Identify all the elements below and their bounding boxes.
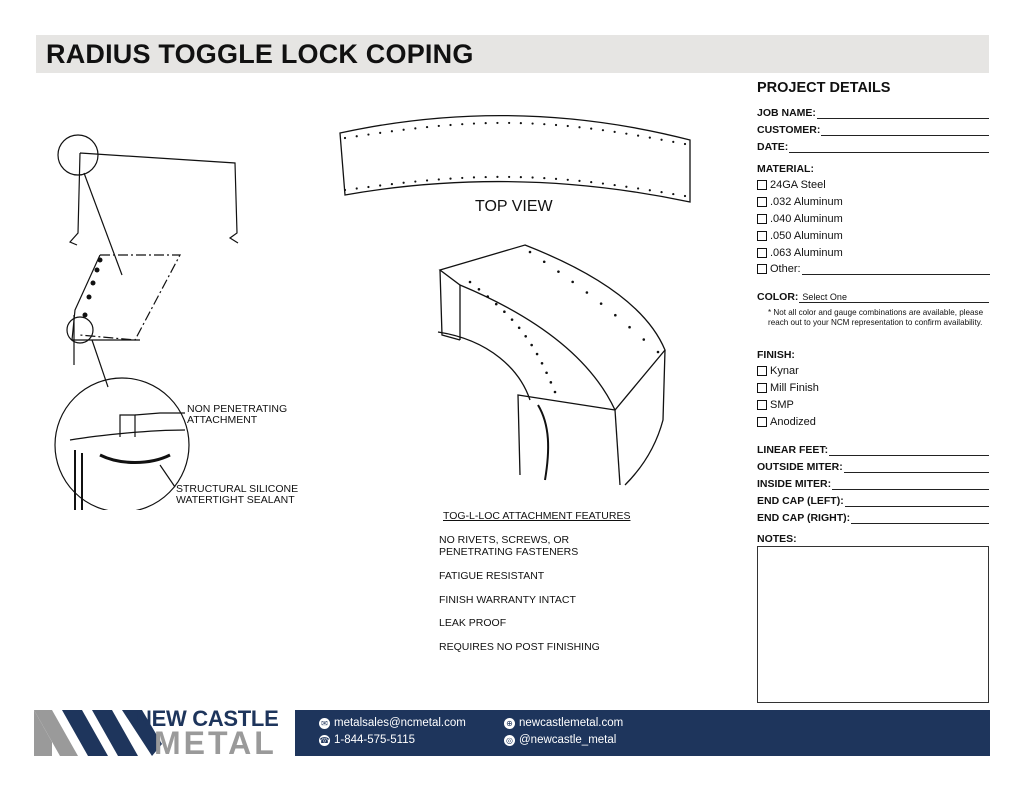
phone-link[interactable]	[319, 734, 415, 746]
color-select[interactable]: Select One	[799, 292, 989, 303]
date-line[interactable]	[789, 140, 989, 153]
rivet-dot	[485, 176, 487, 178]
checkbox[interactable]	[757, 180, 767, 190]
linear-feet-label: LINEAR FEET:	[757, 444, 829, 456]
callout-attachment-text: NON PENETRATING ATTACHMENT	[187, 403, 288, 426]
page-title: RADIUS TOGGLE LOCK COPING	[46, 39, 474, 69]
rivet-dot	[555, 124, 557, 126]
rivet-dot	[637, 135, 639, 137]
option-label: .063 Aluminum	[770, 247, 843, 259]
material-option[interactable]	[757, 179, 826, 191]
phone-icon: ☎	[319, 735, 330, 745]
social-text: @newcastle_metal	[519, 734, 617, 746]
rivet-dot	[344, 137, 346, 139]
rivet-dot	[543, 177, 545, 179]
feature-item: LEAK PROOF	[439, 617, 507, 629]
title-bar	[36, 35, 989, 73]
rivet-dot	[503, 310, 506, 313]
option-label: .050 Aluminum	[770, 230, 843, 242]
checkbox[interactable]	[757, 248, 767, 258]
outside-miter-label: OUTSIDE MITER:	[757, 461, 843, 473]
job-name-field[interactable]	[757, 103, 989, 119]
checkbox[interactable]	[757, 197, 767, 207]
rivet-dot	[614, 314, 617, 317]
material-option[interactable]	[757, 247, 843, 259]
rivet-dot	[550, 381, 553, 384]
checkbox[interactable]	[757, 417, 767, 427]
linear-feet-field[interactable]	[757, 440, 989, 456]
email-text: metalsales@ncmetal.com	[334, 717, 466, 729]
linear-feet-line[interactable]	[829, 443, 989, 456]
phone-text: 1-844-575-5115	[334, 734, 415, 746]
rivet-dot	[660, 191, 662, 193]
rivet-dot	[473, 176, 475, 178]
end-cap-right-label: END CAP (RIGHT):	[757, 512, 851, 524]
end-cap-left-label: END CAP (LEFT):	[757, 495, 844, 507]
rivet-dot	[367, 186, 369, 188]
rivet-dot	[379, 132, 381, 134]
inside-miter-line[interactable]	[832, 477, 989, 490]
end-cap-left-line[interactable]	[845, 494, 989, 507]
rivet-dot	[511, 318, 514, 321]
finish-option[interactable]	[757, 365, 799, 377]
logo-text-newcastle: NEW CASTLE	[136, 706, 279, 731]
rivet-dot	[567, 179, 569, 181]
website-link[interactable]	[504, 717, 623, 729]
top-view-label: TOP VIEW	[475, 198, 553, 215]
logo-text-metal: METAL	[154, 725, 277, 761]
customer-line[interactable]	[821, 123, 989, 136]
rivet-dot	[657, 351, 660, 354]
rivet-dot	[356, 135, 358, 137]
rivet-dot	[571, 281, 574, 284]
outside-miter-field[interactable]	[757, 457, 989, 473]
rivet-dot	[426, 179, 428, 181]
rivet-dot	[590, 128, 592, 130]
rivet-dot	[543, 123, 545, 125]
rivet-dot	[529, 251, 532, 254]
checkbox[interactable]	[757, 366, 767, 376]
rivet-dot	[625, 186, 627, 188]
option-label: Other:	[770, 263, 801, 275]
rivet-dot	[672, 141, 674, 143]
rivet-dot	[536, 353, 539, 356]
material-option[interactable]	[757, 230, 843, 242]
rivet-dot	[391, 130, 393, 132]
option-label: Anodized	[770, 416, 816, 428]
date-label: DATE:	[757, 141, 789, 153]
rivet-dot	[649, 137, 651, 139]
end-cap-right-field[interactable]	[757, 508, 989, 524]
features-heading: TOG-L-LOC ATTACHMENT FEATURES	[443, 510, 631, 522]
coping-detail-drawing	[40, 125, 300, 510]
rivet-dot	[496, 122, 498, 124]
callout-sealant	[176, 484, 298, 506]
customer-field[interactable]	[757, 120, 989, 136]
option-label: Kynar	[770, 365, 799, 377]
email-icon: ✉	[319, 718, 330, 729]
rivet-dot	[614, 131, 616, 133]
job-name-line[interactable]	[817, 106, 989, 119]
rivet-dot	[518, 327, 521, 330]
instagram-icon: ◎	[504, 735, 515, 746]
rivet-dot	[473, 122, 475, 124]
rivet-dot	[520, 176, 522, 178]
rivet-dot	[557, 270, 560, 273]
rivet-dot	[449, 178, 451, 180]
rivet-dot	[367, 133, 369, 135]
checkbox[interactable]	[757, 214, 767, 224]
rivet-dot	[545, 371, 548, 374]
rivet-dot	[602, 182, 604, 184]
checkbox[interactable]	[757, 264, 767, 274]
option-label: Mill Finish	[770, 382, 819, 394]
end-cap-right-line[interactable]	[851, 511, 989, 524]
other-line[interactable]	[802, 263, 990, 275]
rivet-dot	[391, 183, 393, 185]
checkbox[interactable]	[757, 383, 767, 393]
option-label: .040 Aluminum	[770, 213, 843, 225]
job-name-label: JOB NAME:	[757, 107, 816, 119]
end-cap-left-field[interactable]	[757, 491, 989, 507]
rivet-dot	[672, 193, 674, 195]
rivet-dot	[414, 127, 416, 129]
rivet-dot	[461, 177, 463, 179]
rivet-dot	[461, 123, 463, 125]
material-label: MATERIAL:	[757, 163, 814, 175]
feature-item: REQUIRES NO POST FINISHING	[439, 641, 600, 653]
rivet-dot	[524, 335, 527, 338]
rivet-dot	[578, 126, 580, 128]
website-text: newcastlemetal.com	[519, 717, 624, 729]
rivet-dot	[543, 260, 546, 263]
rivet-dot	[485, 122, 487, 124]
rivet-dot	[478, 288, 481, 291]
finish-option[interactable]	[757, 399, 794, 411]
rivet-dot	[426, 126, 428, 128]
color-note: * Not all color and gauge combinations are available, please reach out to your NCM representation to confirm availability.	[768, 308, 984, 327]
rivet-dot	[642, 338, 645, 341]
rivet-dot	[414, 180, 416, 182]
rivet-dot	[508, 122, 510, 124]
option-label: .032 Aluminum	[770, 196, 843, 208]
top-view-drawing	[335, 100, 705, 210]
date-field[interactable]	[757, 137, 989, 153]
globe-icon: ⊕	[504, 718, 515, 729]
footer-contact-bar	[295, 710, 990, 756]
feature-item: FATIGUE RESISTANT	[439, 570, 545, 582]
rivet-dot	[614, 184, 616, 186]
option-label: SMP	[770, 399, 794, 411]
rivet-dot	[403, 182, 405, 184]
rivet-dot	[567, 125, 569, 127]
rivet-dot	[684, 195, 686, 197]
outside-miter-line[interactable]	[844, 460, 989, 473]
rivet-dot	[486, 295, 489, 298]
feature-item: NO RIVETS, SCREWS, OR PENETRATING FASTENERS	[439, 534, 579, 558]
project-details-heading: PROJECT DETAILS	[757, 80, 891, 96]
rivet-dot	[496, 176, 498, 178]
rivet-dot	[520, 122, 522, 124]
rivet-dot	[403, 129, 405, 131]
finish-label: FINISH:	[757, 349, 795, 361]
email-link[interactable]	[319, 717, 466, 729]
color-label: COLOR:	[757, 291, 799, 303]
notes-label: NOTES:	[757, 533, 797, 545]
rivet-dot	[531, 176, 533, 178]
material-option[interactable]	[757, 213, 843, 225]
rivet-dot	[625, 133, 627, 135]
rivet-dot	[649, 189, 651, 191]
option-label: 24GA Steel	[770, 179, 826, 191]
customer-label: CUSTOMER:	[757, 124, 821, 136]
rivet-dot	[438, 125, 440, 127]
rivet-dot	[637, 187, 639, 189]
rivet-dot	[555, 178, 557, 180]
checkbox[interactable]	[757, 400, 767, 410]
rivet-dot	[541, 362, 544, 365]
rivet-dot	[602, 129, 604, 131]
rivet-dot	[554, 391, 557, 394]
rivet-dot	[590, 181, 592, 183]
rivet-dot	[495, 303, 498, 306]
inside-miter-label: INSIDE MITER:	[757, 478, 832, 490]
rivet-dot	[530, 344, 533, 347]
rivet-dot	[586, 291, 589, 294]
rivet-dot	[508, 176, 510, 178]
finish-option[interactable]	[757, 416, 816, 428]
rivet-dot	[356, 187, 358, 189]
color-field[interactable]	[757, 287, 989, 303]
rivet-dot	[449, 124, 451, 126]
inside-miter-field[interactable]	[757, 474, 989, 490]
notes-textarea[interactable]	[757, 546, 989, 703]
isometric-drawing	[430, 240, 675, 495]
callout-attachment	[187, 404, 287, 426]
finish-option[interactable]	[757, 382, 819, 394]
rivet-dot	[438, 178, 440, 180]
rivet-dot	[600, 302, 603, 305]
rivet-dot	[628, 326, 631, 329]
rivet-dot	[684, 143, 686, 145]
rivet-dot	[531, 122, 533, 124]
rivet-dot	[379, 184, 381, 186]
callout-sealant-text: STRUCTURAL SILICONE WATERTIGHT SEALANT	[176, 483, 299, 506]
rivet-dot	[578, 180, 580, 182]
rivet-dot	[469, 281, 472, 284]
rivet-dot	[344, 189, 346, 191]
social-link[interactable]	[504, 734, 616, 746]
material-option[interactable]	[757, 196, 843, 208]
material-other-option[interactable]	[757, 263, 990, 275]
feature-item: FINISH WARRANTY INTACT	[439, 594, 576, 606]
rivet-dot	[660, 139, 662, 141]
checkbox[interactable]	[757, 231, 767, 241]
